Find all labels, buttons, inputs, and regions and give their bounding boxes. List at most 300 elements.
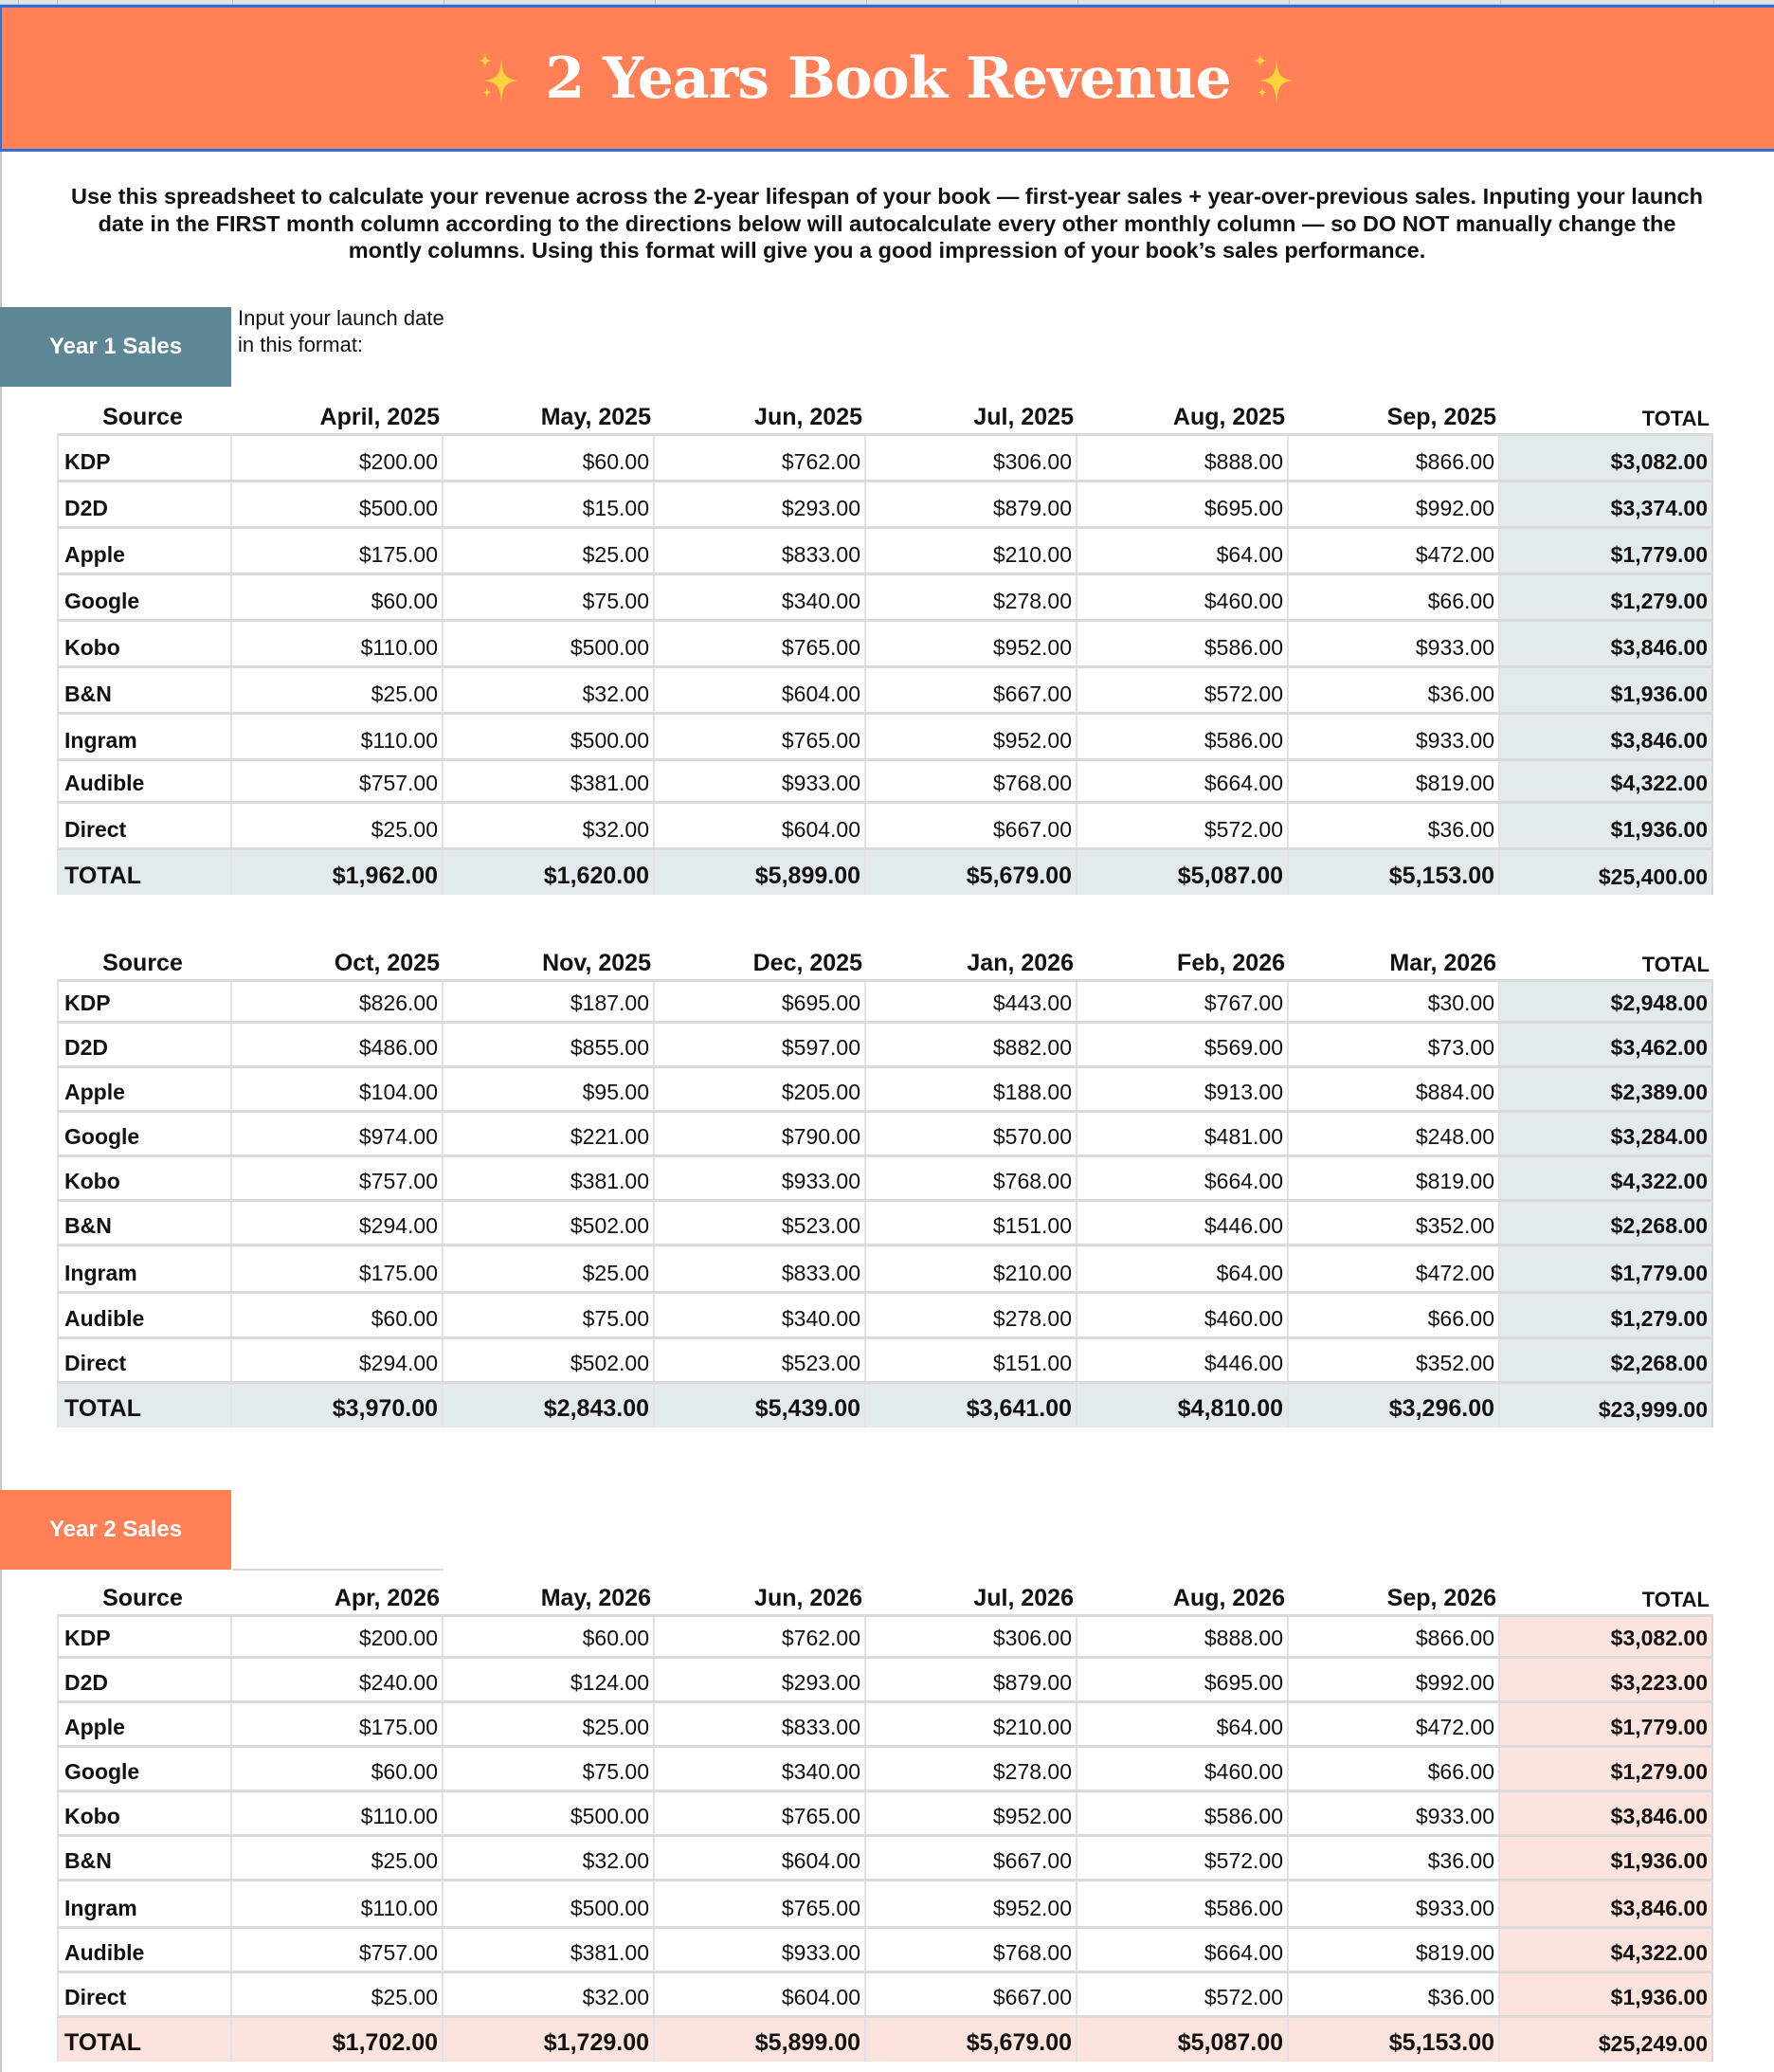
source-cell[interactable]: B&N bbox=[57, 668, 232, 712]
month-6-cell[interactable]: $36.00 bbox=[1289, 1837, 1500, 1879]
month-5-cell[interactable]: $586.00 bbox=[1077, 715, 1289, 758]
month-4-cell[interactable]: $667.00 bbox=[866, 1837, 1077, 1879]
month-1-cell[interactable]: $294.00 bbox=[232, 1339, 444, 1381]
month-1-cell[interactable]: $25.00 bbox=[232, 1973, 444, 2015]
month-3-cell[interactable]: $523.00 bbox=[655, 1202, 866, 1244]
month-3-cell[interactable]: $765.00 bbox=[655, 1881, 866, 1926]
month-3-cell[interactable]: $833.00 bbox=[655, 529, 866, 573]
month-6-cell[interactable]: $3,296.00 bbox=[1289, 1384, 1500, 1427]
total-label[interactable]: TOTAL bbox=[57, 850, 232, 895]
month-1-cell[interactable]: $3,970.00 bbox=[232, 1384, 444, 1427]
month-1-cell[interactable]: $175.00 bbox=[232, 1703, 444, 1745]
table-row bbox=[57, 1157, 1713, 1202]
table-header-row bbox=[57, 398, 1713, 436]
month-1-cell[interactable]: $200.00 bbox=[232, 1617, 444, 1656]
month-6-cell[interactable]: $933.00 bbox=[1289, 1792, 1500, 1834]
month-2-cell[interactable]: $60.00 bbox=[444, 436, 655, 480]
row-total-cell[interactable]: $3,284.00 bbox=[1500, 1113, 1713, 1154]
month-2-cell[interactable]: $32.00 bbox=[444, 668, 655, 712]
table-row bbox=[57, 1881, 1713, 1929]
month-2-cell[interactable]: $60.00 bbox=[444, 1617, 655, 1656]
month-3-cell[interactable]: $765.00 bbox=[655, 622, 866, 665]
row-total-cell[interactable]: $2,268.00 bbox=[1500, 1339, 1713, 1381]
month-4-cell[interactable]: $5,679.00 bbox=[866, 2018, 1077, 2062]
month-1-cell[interactable]: $25.00 bbox=[232, 1837, 444, 1879]
table-row bbox=[57, 1792, 1713, 1837]
month-4-cell[interactable]: $188.00 bbox=[866, 1068, 1077, 1110]
month-3-cell[interactable]: $695.00 bbox=[655, 982, 866, 1021]
header-source[interactable]: Source bbox=[102, 404, 183, 430]
source-cell[interactable]: Apple bbox=[57, 1703, 232, 1745]
month-2-cell[interactable]: $75.00 bbox=[444, 575, 655, 619]
source-cell[interactable]: Kobo bbox=[57, 1157, 232, 1199]
row-total-cell[interactable]: $1,936.00 bbox=[1500, 668, 1713, 712]
month-5-cell[interactable]: $64.00 bbox=[1077, 1703, 1289, 1745]
source-cell[interactable]: KDP bbox=[57, 982, 232, 1021]
month-4-cell[interactable]: $306.00 bbox=[866, 436, 1077, 480]
month-5-cell[interactable]: $664.00 bbox=[1077, 1929, 1289, 1971]
row-total-cell[interactable]: $3,223.00 bbox=[1500, 1659, 1713, 1700]
month-5-cell[interactable]: $695.00 bbox=[1077, 482, 1289, 526]
month-5-cell[interactable]: $64.00 bbox=[1077, 1246, 1289, 1291]
table-row bbox=[57, 1246, 1713, 1294]
month-3-cell[interactable]: $604.00 bbox=[655, 1837, 866, 1879]
month-1-cell[interactable]: $60.00 bbox=[232, 575, 444, 619]
month-5-cell[interactable]: $586.00 bbox=[1077, 1881, 1289, 1926]
row-total-cell[interactable]: $1,936.00 bbox=[1500, 1837, 1713, 1879]
month-5-cell[interactable]: $572.00 bbox=[1077, 804, 1289, 847]
source-cell[interactable]: Audible bbox=[57, 761, 232, 801]
header-source[interactable]: Source bbox=[102, 950, 183, 976]
month-6-cell[interactable]: $819.00 bbox=[1289, 1929, 1500, 1971]
source-cell[interactable]: Ingram bbox=[57, 1246, 232, 1291]
month-1-cell[interactable]: $175.00 bbox=[232, 1246, 444, 1291]
table-row bbox=[57, 1617, 1713, 1659]
month-3-cell[interactable]: $833.00 bbox=[655, 1246, 866, 1291]
source-cell[interactable]: D2D bbox=[57, 1659, 232, 1700]
month-5-cell[interactable]: $460.00 bbox=[1077, 1748, 1289, 1790]
month-3-cell[interactable]: $762.00 bbox=[655, 1617, 866, 1656]
month-4-cell[interactable]: $151.00 bbox=[866, 1202, 1077, 1244]
source-cell[interactable]: B&N bbox=[57, 1202, 232, 1244]
source-cell[interactable]: Kobo bbox=[57, 1792, 232, 1834]
table-row bbox=[57, 1294, 1713, 1339]
header-month-2[interactable]: May, 2025 bbox=[540, 404, 651, 430]
month-5-cell[interactable]: $664.00 bbox=[1077, 1157, 1289, 1199]
header-month-3[interactable]: Jun, 2025 bbox=[754, 404, 862, 430]
month-1-cell[interactable]: $60.00 bbox=[232, 1294, 444, 1336]
header-month-4[interactable]: Jul, 2026 bbox=[973, 1585, 1074, 1611]
sparkles-icon bbox=[477, 50, 524, 107]
month-3-cell[interactable]: $765.00 bbox=[655, 715, 866, 758]
table-row bbox=[57, 1202, 1713, 1246]
month-3-cell[interactable]: $5,899.00 bbox=[655, 850, 866, 895]
month-6-cell[interactable]: $819.00 bbox=[1289, 761, 1500, 801]
month-5-cell[interactable]: $572.00 bbox=[1077, 1837, 1289, 1879]
month-6-cell[interactable]: $933.00 bbox=[1289, 622, 1500, 665]
month-2-cell[interactable]: $2,843.00 bbox=[444, 1384, 655, 1427]
month-6-cell[interactable]: $352.00 bbox=[1289, 1339, 1500, 1381]
source-cell[interactable]: Audible bbox=[57, 1929, 232, 1971]
year-2-table bbox=[57, 1581, 1713, 2062]
month-1-cell[interactable]: $175.00 bbox=[232, 529, 444, 573]
header-source[interactable]: Source bbox=[102, 1585, 183, 1611]
month-4-cell[interactable]: $3,641.00 bbox=[866, 1384, 1077, 1427]
month-4-cell[interactable]: $768.00 bbox=[866, 1157, 1077, 1199]
month-5-cell[interactable]: $888.00 bbox=[1077, 436, 1289, 480]
month-4-cell[interactable]: $667.00 bbox=[866, 668, 1077, 712]
table-row bbox=[57, 1837, 1713, 1881]
row-total-cell[interactable]: $1,779.00 bbox=[1500, 1703, 1713, 1745]
total-row bbox=[57, 2018, 1713, 2062]
source-cell[interactable]: Apple bbox=[57, 1068, 232, 1110]
month-6-cell[interactable]: $472.00 bbox=[1289, 529, 1500, 573]
month-3-cell[interactable]: $933.00 bbox=[655, 761, 866, 801]
row-total-cell[interactable]: $3,082.00 bbox=[1500, 436, 1713, 480]
source-cell[interactable]: Direct bbox=[57, 804, 232, 847]
month-1-cell[interactable]: $757.00 bbox=[232, 761, 444, 801]
row-total-cell[interactable]: $3,462.00 bbox=[1500, 1024, 1713, 1065]
month-1-cell[interactable]: $757.00 bbox=[232, 1157, 444, 1199]
month-6-cell[interactable]: $819.00 bbox=[1289, 1157, 1500, 1199]
month-5-cell[interactable]: $572.00 bbox=[1077, 1973, 1289, 2015]
month-6-cell[interactable]: $992.00 bbox=[1289, 482, 1500, 526]
month-2-cell[interactable]: $75.00 bbox=[444, 1748, 655, 1790]
month-6-cell[interactable]: $66.00 bbox=[1289, 1294, 1500, 1336]
month-4-cell[interactable]: $5,679.00 bbox=[866, 850, 1077, 895]
month-2-cell[interactable]: $124.00 bbox=[444, 1659, 655, 1700]
month-5-cell[interactable]: $586.00 bbox=[1077, 1792, 1289, 1834]
month-1-cell[interactable]: $826.00 bbox=[232, 982, 444, 1021]
source-cell[interactable]: D2D bbox=[57, 1024, 232, 1065]
table-row bbox=[57, 1339, 1713, 1384]
source-cell[interactable]: Kobo bbox=[57, 622, 232, 665]
month-2-cell[interactable]: $500.00 bbox=[444, 1792, 655, 1834]
source-cell[interactable]: Google bbox=[57, 1113, 232, 1154]
row-total-cell[interactable]: $3,846.00 bbox=[1500, 1881, 1713, 1926]
source-cell[interactable]: KDP bbox=[57, 1617, 232, 1656]
month-2-cell[interactable]: $25.00 bbox=[444, 1703, 655, 1745]
table-row bbox=[57, 1703, 1713, 1748]
header-month-1[interactable]: Apr, 2026 bbox=[334, 1585, 440, 1611]
month-5-cell[interactable]: $695.00 bbox=[1077, 1659, 1289, 1700]
month-6-cell[interactable]: $73.00 bbox=[1289, 1024, 1500, 1065]
month-4-cell[interactable]: $882.00 bbox=[866, 1024, 1077, 1065]
month-4-cell[interactable]: $306.00 bbox=[866, 1617, 1077, 1656]
table-row bbox=[57, 529, 1713, 575]
month-1-cell[interactable]: $110.00 bbox=[232, 1792, 444, 1834]
month-2-cell[interactable]: $381.00 bbox=[444, 1929, 655, 1971]
month-2-cell[interactable]: $502.00 bbox=[444, 1202, 655, 1244]
month-1-cell[interactable]: $294.00 bbox=[232, 1202, 444, 1244]
month-5-cell[interactable]: $5,087.00 bbox=[1077, 2018, 1289, 2062]
month-5-cell[interactable]: $913.00 bbox=[1077, 1068, 1289, 1110]
month-4-cell[interactable]: $768.00 bbox=[866, 761, 1077, 801]
month-6-cell[interactable]: $30.00 bbox=[1289, 982, 1500, 1021]
month-4-cell[interactable]: $278.00 bbox=[866, 1294, 1077, 1336]
year-1-table-h1 bbox=[57, 398, 1713, 895]
year-2-sales-label[interactable]: Year 2 Sales bbox=[0, 1490, 231, 1570]
table-header-row bbox=[57, 1581, 1713, 1617]
header-total[interactable]: TOTAL bbox=[1641, 1588, 1710, 1611]
table-row bbox=[57, 1929, 1713, 1973]
month-1-cell[interactable]: $1,962.00 bbox=[232, 850, 444, 895]
row-total-cell[interactable]: $3,374.00 bbox=[1500, 482, 1713, 526]
row-total-cell[interactable]: $25,400.00 bbox=[1500, 850, 1713, 895]
header-month-6[interactable]: Sep, 2026 bbox=[1386, 1585, 1496, 1611]
month-1-cell[interactable]: $110.00 bbox=[232, 622, 444, 665]
month-5-cell[interactable]: $569.00 bbox=[1077, 1024, 1289, 1065]
month-4-cell[interactable]: $667.00 bbox=[866, 804, 1077, 847]
source-cell[interactable]: KDP bbox=[57, 436, 232, 480]
month-2-cell[interactable]: $187.00 bbox=[444, 982, 655, 1021]
instructions-text: Use this spreadsheet to calculate your revenue across the 2-year lifespan of your book — first-year sales + year-over-previous sales. Inputing your launch date in the FIRST month column according to the directions below will autocalculate every other monthly column — so DO NOT manually change the montly columns. Using this format will give you a good impression of your book’s sales performance. bbox=[71, 184, 1703, 263]
month-5-cell[interactable]: $572.00 bbox=[1077, 668, 1289, 712]
month-5-cell[interactable]: $586.00 bbox=[1077, 622, 1289, 665]
month-1-cell[interactable]: $500.00 bbox=[232, 482, 444, 526]
month-4-cell[interactable]: $443.00 bbox=[866, 982, 1077, 1021]
source-cell[interactable]: Google bbox=[57, 1748, 232, 1790]
header-month-4[interactable]: Jan, 2026 bbox=[967, 950, 1074, 976]
header-month-1[interactable]: April, 2025 bbox=[319, 404, 440, 430]
month-5-cell[interactable]: $481.00 bbox=[1077, 1113, 1289, 1154]
month-1-cell[interactable]: $1,702.00 bbox=[232, 2018, 444, 2062]
total-label[interactable]: TOTAL bbox=[57, 1384, 232, 1427]
row-total-cell[interactable]: $1,279.00 bbox=[1500, 575, 1713, 619]
table-row bbox=[57, 1748, 1713, 1792]
month-5-cell[interactable]: $64.00 bbox=[1077, 529, 1289, 573]
month-1-cell[interactable]: $110.00 bbox=[232, 715, 444, 758]
month-3-cell[interactable]: $933.00 bbox=[655, 1929, 866, 1971]
month-4-cell[interactable]: $952.00 bbox=[866, 1792, 1077, 1834]
month-4-cell[interactable]: $879.00 bbox=[866, 482, 1077, 526]
header-month-3[interactable]: Dec, 2025 bbox=[752, 950, 862, 976]
month-4-cell[interactable]: $952.00 bbox=[866, 622, 1077, 665]
table-row bbox=[57, 482, 1713, 529]
source-cell[interactable]: Direct bbox=[57, 1973, 232, 2015]
source-cell[interactable]: Google bbox=[57, 575, 232, 619]
source-cell[interactable]: D2D bbox=[57, 482, 232, 526]
table-row bbox=[57, 1024, 1713, 1068]
row-total-cell[interactable]: $3,846.00 bbox=[1500, 1792, 1713, 1834]
month-4-cell[interactable]: $278.00 bbox=[866, 575, 1077, 619]
month-3-cell[interactable]: $765.00 bbox=[655, 1792, 866, 1834]
month-2-cell[interactable]: $855.00 bbox=[444, 1024, 655, 1065]
month-4-cell[interactable]: $210.00 bbox=[866, 1703, 1077, 1745]
row-total-cell[interactable]: $23,999.00 bbox=[1500, 1384, 1713, 1427]
year-1-sales-label[interactable]: Year 1 Sales bbox=[0, 307, 231, 387]
month-6-cell[interactable]: $866.00 bbox=[1289, 436, 1500, 480]
header-month-3[interactable]: Jun, 2026 bbox=[754, 1585, 862, 1611]
header-month-6[interactable]: Mar, 2026 bbox=[1389, 950, 1496, 976]
source-cell[interactable]: Apple bbox=[57, 529, 232, 573]
month-2-cell[interactable]: $500.00 bbox=[444, 622, 655, 665]
header-total[interactable]: TOTAL bbox=[1641, 953, 1710, 976]
row-total-cell[interactable]: $3,846.00 bbox=[1500, 715, 1713, 758]
month-6-cell[interactable]: $992.00 bbox=[1289, 1659, 1500, 1700]
month-3-cell[interactable]: $340.00 bbox=[655, 1294, 866, 1336]
source-cell[interactable]: Audible bbox=[57, 1294, 232, 1336]
month-1-cell[interactable]: $25.00 bbox=[232, 804, 444, 847]
left-border bbox=[0, 152, 2, 2072]
month-3-cell[interactable]: $340.00 bbox=[655, 575, 866, 619]
month-3-cell[interactable]: $762.00 bbox=[655, 436, 866, 480]
source-cell[interactable]: Ingram bbox=[57, 715, 232, 758]
title-text: 2 Years Book Revenue bbox=[545, 45, 1231, 112]
header-month-4[interactable]: Jul, 2025 bbox=[973, 404, 1074, 430]
month-1-cell[interactable]: $240.00 bbox=[232, 1659, 444, 1700]
month-6-cell[interactable]: $5,153.00 bbox=[1289, 2018, 1500, 2062]
month-1-cell[interactable]: $200.00 bbox=[232, 436, 444, 480]
title-banner[interactable] bbox=[0, 5, 1774, 152]
month-6-cell[interactable]: $352.00 bbox=[1289, 1202, 1500, 1244]
month-3-cell[interactable]: $293.00 bbox=[655, 1659, 866, 1700]
month-3-cell[interactable]: $790.00 bbox=[655, 1113, 866, 1154]
month-6-cell[interactable]: $248.00 bbox=[1289, 1113, 1500, 1154]
row-total-cell[interactable]: $3,846.00 bbox=[1500, 622, 1713, 665]
launch-date-hint[interactable]: Input your launch date in this format: bbox=[238, 306, 444, 356]
header-month-2[interactable]: May, 2026 bbox=[540, 1585, 651, 1611]
month-2-cell[interactable]: $95.00 bbox=[444, 1068, 655, 1110]
month-2-cell[interactable]: $500.00 bbox=[444, 1881, 655, 1926]
row-total-cell[interactable]: $4,322.00 bbox=[1500, 1929, 1713, 1971]
header-month-2[interactable]: Nov, 2025 bbox=[542, 950, 651, 976]
month-5-cell[interactable]: $4,810.00 bbox=[1077, 1384, 1289, 1427]
month-5-cell[interactable]: $767.00 bbox=[1077, 982, 1289, 1021]
month-4-cell[interactable]: $952.00 bbox=[866, 715, 1077, 758]
row-total-cell[interactable]: $2,268.00 bbox=[1500, 1202, 1713, 1244]
month-6-cell[interactable]: $472.00 bbox=[1289, 1703, 1500, 1745]
page-title bbox=[477, 45, 1298, 112]
month-1-cell[interactable]: $486.00 bbox=[232, 1024, 444, 1065]
month-4-cell[interactable]: $570.00 bbox=[866, 1113, 1077, 1154]
sparkles-icon bbox=[1252, 50, 1299, 107]
month-6-cell[interactable]: $472.00 bbox=[1289, 1246, 1500, 1291]
month-5-cell[interactable]: $460.00 bbox=[1077, 575, 1289, 619]
month-2-cell[interactable]: $1,729.00 bbox=[444, 2018, 655, 2062]
header-month-5[interactable]: Aug, 2025 bbox=[1172, 404, 1285, 430]
month-2-cell[interactable]: $381.00 bbox=[444, 761, 655, 801]
month-2-cell[interactable]: $221.00 bbox=[444, 1113, 655, 1154]
year-1-table-h2 bbox=[57, 948, 1713, 1427]
total-label[interactable]: TOTAL bbox=[57, 2018, 232, 2062]
month-3-cell[interactable]: $833.00 bbox=[655, 1703, 866, 1745]
row-total-cell[interactable]: $2,948.00 bbox=[1500, 982, 1713, 1021]
row-total-cell[interactable]: $1,936.00 bbox=[1500, 804, 1713, 847]
month-4-cell[interactable]: $768.00 bbox=[866, 1929, 1077, 1971]
month-2-cell[interactable]: $25.00 bbox=[444, 1246, 655, 1291]
header-month-6[interactable]: Sep, 2025 bbox=[1386, 404, 1496, 430]
row-total-cell[interactable]: $3,082.00 bbox=[1500, 1617, 1713, 1656]
month-6-cell[interactable]: $866.00 bbox=[1289, 1617, 1500, 1656]
month-1-cell[interactable]: $974.00 bbox=[232, 1113, 444, 1154]
row-total-cell[interactable]: $25,249.00 bbox=[1500, 2018, 1713, 2062]
month-3-cell[interactable]: $933.00 bbox=[655, 1157, 866, 1199]
month-3-cell[interactable]: $5,439.00 bbox=[655, 1384, 866, 1427]
month-5-cell[interactable]: $664.00 bbox=[1077, 761, 1289, 801]
header-total[interactable]: TOTAL bbox=[1641, 407, 1710, 430]
month-6-cell[interactable]: $933.00 bbox=[1289, 1881, 1500, 1926]
month-3-cell[interactable]: $5,899.00 bbox=[655, 2018, 866, 2062]
month-6-cell[interactable]: $36.00 bbox=[1289, 668, 1500, 712]
month-6-cell[interactable]: $884.00 bbox=[1289, 1068, 1500, 1110]
month-4-cell[interactable]: $278.00 bbox=[866, 1748, 1077, 1790]
table-row bbox=[57, 1973, 1713, 2018]
month-3-cell[interactable]: $205.00 bbox=[655, 1068, 866, 1110]
month-6-cell[interactable]: $66.00 bbox=[1289, 575, 1500, 619]
month-5-cell[interactable]: $888.00 bbox=[1077, 1617, 1289, 1656]
month-3-cell[interactable]: $293.00 bbox=[655, 482, 866, 526]
month-4-cell[interactable]: $210.00 bbox=[866, 1246, 1077, 1291]
month-2-cell[interactable]: $500.00 bbox=[444, 715, 655, 758]
month-6-cell[interactable]: $66.00 bbox=[1289, 1748, 1500, 1790]
month-4-cell[interactable]: $952.00 bbox=[866, 1881, 1077, 1926]
month-4-cell[interactable]: $667.00 bbox=[866, 1973, 1077, 2015]
row-total-cell[interactable]: $2,389.00 bbox=[1500, 1068, 1713, 1110]
month-1-cell[interactable]: $110.00 bbox=[232, 1881, 444, 1926]
month-3-cell[interactable]: $604.00 bbox=[655, 804, 866, 847]
row-total-cell[interactable]: $1,279.00 bbox=[1500, 1294, 1713, 1336]
row-total-cell[interactable]: $1,779.00 bbox=[1500, 529, 1713, 573]
month-3-cell[interactable]: $523.00 bbox=[655, 1339, 866, 1381]
source-cell[interactable]: Direct bbox=[57, 1339, 232, 1381]
month-6-cell[interactable]: $36.00 bbox=[1289, 804, 1500, 847]
month-1-cell[interactable]: $757.00 bbox=[232, 1929, 444, 1971]
month-1-cell[interactable]: $25.00 bbox=[232, 668, 444, 712]
month-1-cell[interactable]: $60.00 bbox=[232, 1748, 444, 1790]
month-3-cell[interactable]: $604.00 bbox=[655, 668, 866, 712]
month-2-cell[interactable]: $32.00 bbox=[444, 1973, 655, 2015]
month-3-cell[interactable]: $597.00 bbox=[655, 1024, 866, 1065]
month-2-cell[interactable]: $75.00 bbox=[444, 1294, 655, 1336]
row-total-cell[interactable]: $1,779.00 bbox=[1500, 1246, 1713, 1291]
table-row bbox=[57, 1113, 1713, 1157]
month-6-cell[interactable]: $5,153.00 bbox=[1289, 850, 1500, 895]
month-5-cell[interactable]: $446.00 bbox=[1077, 1339, 1289, 1381]
row-total-cell[interactable]: $4,322.00 bbox=[1500, 1157, 1713, 1199]
month-3-cell[interactable]: $340.00 bbox=[655, 1748, 866, 1790]
month-4-cell[interactable]: $210.00 bbox=[866, 529, 1077, 573]
source-cell[interactable]: B&N bbox=[57, 1837, 232, 1879]
month-6-cell[interactable]: $36.00 bbox=[1289, 1973, 1500, 2015]
source-cell[interactable]: Ingram bbox=[57, 1881, 232, 1926]
month-2-cell[interactable]: $502.00 bbox=[444, 1339, 655, 1381]
row-total-cell[interactable]: $1,279.00 bbox=[1500, 1748, 1713, 1790]
month-3-cell[interactable]: $604.00 bbox=[655, 1973, 866, 2015]
month-2-cell[interactable]: $32.00 bbox=[444, 804, 655, 847]
table-row bbox=[57, 668, 1713, 715]
month-2-cell[interactable]: $25.00 bbox=[444, 529, 655, 573]
month-5-cell[interactable]: $446.00 bbox=[1077, 1202, 1289, 1244]
month-2-cell[interactable]: $381.00 bbox=[444, 1157, 655, 1199]
row-total-cell[interactable]: $4,322.00 bbox=[1500, 761, 1713, 801]
month-5-cell[interactable]: $5,087.00 bbox=[1077, 850, 1289, 895]
month-4-cell[interactable]: $879.00 bbox=[866, 1659, 1077, 1700]
month-4-cell[interactable]: $151.00 bbox=[866, 1339, 1077, 1381]
header-month-1[interactable]: Oct, 2025 bbox=[334, 950, 440, 976]
month-5-cell[interactable]: $460.00 bbox=[1077, 1294, 1289, 1336]
month-2-cell[interactable]: $32.00 bbox=[444, 1837, 655, 1879]
header-month-5[interactable]: Feb, 2026 bbox=[1177, 950, 1285, 976]
row-total-cell[interactable]: $1,936.00 bbox=[1500, 1973, 1713, 2015]
table-row bbox=[57, 715, 1713, 761]
header-month-5[interactable]: Aug, 2026 bbox=[1172, 1585, 1285, 1611]
month-6-cell[interactable]: $933.00 bbox=[1289, 715, 1500, 758]
table-row bbox=[57, 436, 1713, 482]
month-2-cell[interactable]: $1,620.00 bbox=[444, 850, 655, 895]
month-1-cell[interactable]: $104.00 bbox=[232, 1068, 444, 1110]
month-2-cell[interactable]: $15.00 bbox=[444, 482, 655, 526]
